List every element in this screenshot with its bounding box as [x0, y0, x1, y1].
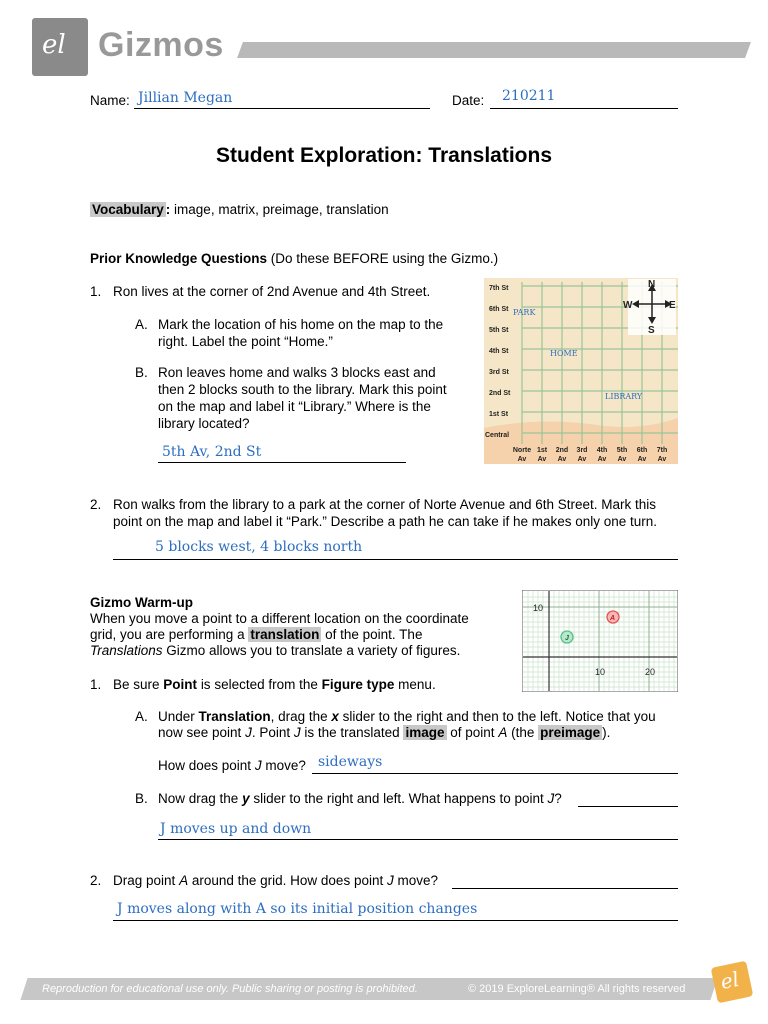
q-text: Drag point: [113, 873, 176, 888]
street-label: 5th St: [489, 327, 509, 334]
avenue-suffix: Av: [537, 456, 547, 463]
q-var-a: A: [498, 725, 508, 740]
date-field[interactable]: [490, 88, 678, 109]
avenue-label: 4th: [596, 447, 608, 454]
q-text: ?: [554, 791, 562, 806]
warmup-q1a-letter: A.: [135, 709, 148, 724]
compass-n: N: [648, 279, 656, 290]
q2-line1: Ron walks from the library to a park at the corner of Norte Avenue and 6th Street. Mark this: [113, 497, 657, 512]
warmup-q1-text: [113, 677, 436, 692]
q1-number: 1.: [90, 284, 102, 299]
warmup-q1b-answer: J moves up and down: [160, 821, 312, 837]
warmup-q2-text: [113, 873, 438, 888]
warmup-q2-inline-field[interactable]: [452, 872, 678, 889]
street-label: 2nd St: [489, 390, 511, 397]
logo-glyph: el: [42, 30, 66, 60]
warmup-q2-answer: J moves along with A so its initial position changes: [117, 901, 478, 917]
tick-label-y10: 10: [533, 603, 544, 613]
compass-w: W: [623, 300, 633, 311]
footer-logo-glyph: el: [718, 966, 742, 995]
q-var-j: J: [386, 873, 394, 888]
warmup-line1: When you move a point to a different location on the coordinate: [90, 611, 469, 626]
compass-icon: [623, 279, 676, 336]
footer-notice: Reproduction for educational use only. Public sharing or posting is prohibited.: [42, 983, 418, 995]
q-text: Under: [158, 709, 195, 724]
q1b-line3: on the map and label it “Library.” Where is the: [158, 399, 431, 414]
avenue-label: 6th: [636, 447, 648, 454]
q2-answer: 5 blocks west, 4 blocks north: [155, 539, 363, 555]
warmup-q2-number: 2.: [90, 873, 102, 888]
q-var-j: J: [547, 791, 555, 806]
vocabulary-terms: image, matrix, preimage, translation: [174, 202, 389, 217]
point-j-label: J: [565, 635, 569, 642]
warmup-q1a-line1: [158, 709, 656, 724]
q-text: of point: [450, 725, 495, 740]
q-text: Be sure: [113, 677, 160, 692]
avenue-suffix: Av: [657, 456, 667, 463]
prior-heading-text: Prior Knowledge Questions: [90, 251, 268, 266]
q-text: ).: [602, 725, 611, 740]
q-bold-point: Point: [163, 677, 198, 692]
q-text: now see point: [158, 725, 242, 740]
avenue-label: Norte: [512, 447, 532, 454]
avenue-label: 3rd: [576, 447, 588, 454]
q1b-line4: library located?: [158, 416, 250, 431]
warmup-q1a-answer-field[interactable]: [312, 754, 678, 774]
warmup-q1b-inline-field[interactable]: [578, 790, 678, 807]
term-preimage: preimage: [540, 725, 601, 740]
warmup-text: Gizmo allows you to translate a variety of figures.: [166, 643, 461, 658]
q1-text: Ron lives at the corner of 2nd Avenue and 4th Street.: [113, 284, 431, 299]
q1b-answer: 5th Av, 2nd St: [162, 444, 262, 460]
q1b-line1: Ron leaves home and walks 3 blocks east and: [158, 365, 436, 380]
q-text: slider to the right and then to the left. Notice that you: [342, 709, 656, 724]
warmup-heading: [90, 595, 193, 610]
q1b-answer-field[interactable]: [158, 446, 406, 463]
q2-answer-field[interactable]: [113, 539, 678, 560]
street-label: 3rd St: [489, 369, 509, 376]
avenue-label: 5th: [616, 447, 628, 454]
warmup-q1a-answer: sideways: [318, 754, 383, 770]
prior-note: (Do these BEFORE using the Gizmo.): [270, 251, 499, 266]
warmup-text: grid, you are performing a: [90, 627, 245, 642]
q-text: is the translated: [304, 725, 400, 740]
city-map[interactable]: [484, 278, 678, 464]
name-value: Jillian Megan: [138, 90, 233, 106]
warmup-q2-answer-field[interactable]: [113, 901, 678, 921]
street-label: 7th St: [489, 285, 509, 292]
warmup-heading-text: Gizmo Warm-up: [90, 595, 193, 610]
avenue-label: 1st: [536, 447, 548, 454]
warmup-q1a-question: [158, 758, 306, 773]
tick-label-x20: 20: [645, 667, 656, 677]
warmup-q1a-line2: [158, 725, 610, 740]
q-text: move?: [265, 758, 306, 773]
point-a-label: A: [610, 615, 616, 622]
q-text: , drag the: [270, 709, 328, 724]
page-title: Student Exploration: Translations: [215, 144, 553, 167]
vocabulary-label: Vocabulary: [92, 202, 164, 217]
warmup-line2: [90, 627, 422, 642]
name-field[interactable]: [134, 92, 430, 109]
warmup-q1-number: 1.: [90, 677, 102, 692]
compass-s: S: [648, 325, 655, 336]
q-var-y: y: [242, 791, 250, 806]
q2-number: 2.: [90, 497, 102, 512]
date-label: Date:: [452, 93, 485, 108]
warmup-q1b-answer-field[interactable]: [158, 823, 678, 840]
avenue-label: 7th: [656, 447, 668, 454]
brand-name: Gizmos: [98, 26, 224, 64]
q2-line2: point on the map and label it “Park.” Describe a path he can take if he makes only one turn.: [113, 514, 658, 529]
warmup-q1b-letter: B.: [135, 791, 148, 806]
q-text: slider to the right and left. What happens to point: [253, 791, 544, 806]
tick-label-x10: 10: [595, 667, 606, 677]
date-value: 210211: [502, 88, 556, 104]
q1a-letter: A.: [135, 317, 148, 332]
gizmos-logo: [32, 18, 88, 76]
street-label: Central: [485, 432, 510, 439]
q-text: move?: [397, 873, 439, 888]
q-text: Now drag the: [158, 791, 239, 806]
avenue-suffix: Av: [597, 456, 607, 463]
name-label: Name:: [90, 93, 130, 108]
q-bold-translation: Translation: [198, 709, 271, 724]
coordinate-grid[interactable]: [522, 590, 678, 692]
map-label-home: HOME: [550, 349, 578, 358]
avenue-label: 2nd: [555, 447, 569, 454]
street-label: 1st St: [489, 411, 509, 418]
q1a-line1: Mark the location of his home on the map to the: [158, 317, 444, 332]
term-image: image: [405, 725, 445, 740]
header-bar: [237, 42, 751, 58]
q-text: (the: [511, 725, 535, 740]
warmup-text: of the point. The: [325, 627, 423, 642]
term-translation: translation: [250, 627, 320, 642]
q-text: around the grid. How does point: [191, 873, 384, 888]
q-var-j: J: [245, 725, 252, 740]
q-var-a: A: [179, 873, 189, 888]
q-var-j: J: [254, 758, 262, 773]
avenue-suffix: Av: [617, 456, 627, 463]
q1b-letter: B.: [135, 365, 148, 380]
q-text: menu.: [398, 677, 436, 692]
map-label-library: LIBRARY: [605, 392, 643, 401]
vocabulary-colon: :: [165, 202, 171, 217]
q-var-x: x: [331, 709, 339, 724]
warmup-line3: [90, 643, 460, 658]
q-bold-figure-type: Figure type: [321, 677, 395, 692]
avenue-suffix: Av: [517, 456, 527, 463]
q-var-j: J: [293, 725, 301, 740]
footer-copyright: © 2019 ExploreLearning® All rights reserved: [468, 983, 686, 995]
q1b-line2: then 2 blocks south to the library. Mark this point: [158, 382, 447, 397]
street-label: 4th St: [489, 348, 509, 355]
q-text: . Point: [251, 725, 291, 740]
gizmo-name: Translations: [90, 643, 163, 658]
avenue-suffix: Av: [577, 456, 587, 463]
map-label-park: PARK: [513, 308, 536, 317]
warmup-q1b-text: [158, 791, 562, 806]
q-text: How does point: [158, 758, 252, 773]
prior-knowledge-heading: [90, 251, 498, 266]
explorelearning-logo: [711, 961, 754, 1004]
vocabulary-line: [90, 202, 389, 217]
street-label: 6th St: [489, 306, 509, 313]
compass-e: E: [669, 300, 676, 311]
avenue-suffix: Av: [637, 456, 647, 463]
avenue-suffix: Av: [557, 456, 567, 463]
q-text: is selected from the: [200, 677, 318, 692]
q1a-line2: right. Label the point “Home.”: [158, 334, 333, 349]
